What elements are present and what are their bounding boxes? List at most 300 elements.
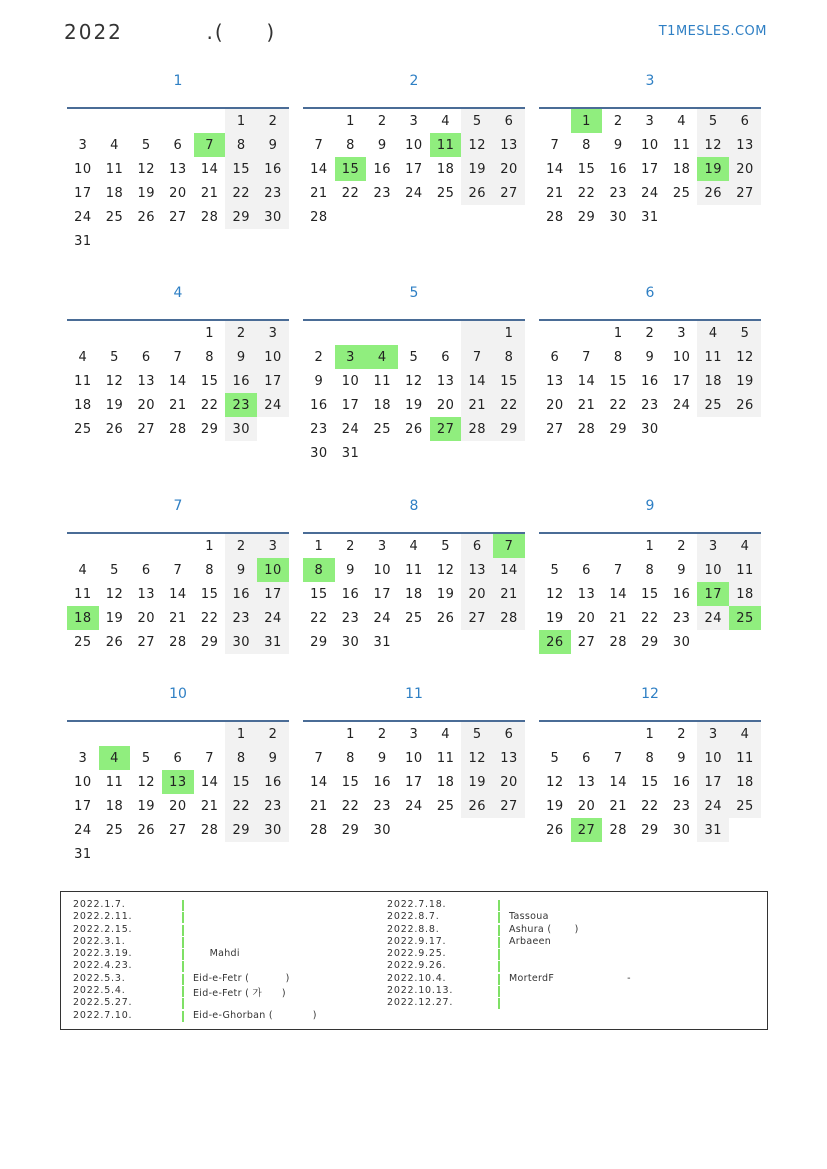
day-cell: 6 — [141, 562, 151, 578]
month-title: 8 — [409, 498, 419, 514]
day-cell: 7 — [613, 562, 623, 578]
day-cell: 15 — [493, 369, 525, 393]
holiday-marker-bar — [498, 986, 500, 997]
day-cell: 21 — [609, 610, 627, 626]
day-cell-empty — [194, 229, 226, 253]
day-cell-holiday: 17 — [697, 582, 729, 606]
day-cell: 19 — [137, 185, 155, 201]
day-cell-empty — [194, 722, 226, 746]
month-title: 5 — [409, 285, 419, 301]
day-cell: 2 — [645, 325, 655, 341]
day-cell-empty — [729, 205, 761, 229]
day-cell: 11 — [729, 746, 761, 770]
day-cell-empty — [729, 417, 761, 441]
day-cell: 16 — [672, 774, 691, 790]
day-cell-empty — [729, 818, 761, 842]
day-cell: 18 — [729, 770, 761, 794]
holiday-name: Arbaeen — [509, 935, 552, 947]
day-cell: 1 — [346, 726, 355, 742]
day-cell: 12 — [105, 373, 124, 389]
day-cell: 24 — [405, 798, 423, 814]
day-cell: 15 — [200, 586, 219, 602]
day-cell: 16 — [310, 397, 328, 413]
day-cell: 27 — [546, 421, 564, 437]
day-cell: 10 — [74, 774, 92, 790]
day-cell-empty — [225, 842, 257, 866]
day-cell-empty — [697, 417, 729, 441]
holiday-marker-bar — [182, 912, 184, 923]
day-cell: 21 — [461, 393, 493, 417]
day-cell: 4 — [110, 137, 119, 153]
day-cell-empty — [430, 630, 462, 654]
day-cell: 3 — [645, 113, 655, 129]
day-cell-holiday: 4 — [366, 345, 398, 369]
day-cell: 22 — [341, 798, 360, 814]
day-cell: 9 — [677, 750, 686, 766]
day-cell-empty — [539, 722, 571, 746]
day-cell: 28 — [310, 822, 328, 838]
day-cell: 8 — [493, 345, 525, 369]
holiday-marker-bar — [182, 974, 184, 985]
day-cell-holiday: 27 — [571, 818, 603, 842]
day-cell: 14 — [310, 161, 328, 177]
day-cell: 18 — [105, 185, 124, 201]
month-days-grid — [539, 109, 761, 229]
day-cell: 22 — [200, 610, 219, 626]
day-cell: 9 — [225, 558, 257, 582]
holiday-date: 2022.8.7. — [387, 911, 440, 923]
holiday-name: Ashura ( ) — [509, 923, 579, 935]
day-cell-empty — [67, 722, 99, 746]
day-cell: 31 — [697, 818, 729, 842]
day-cell-empty — [493, 205, 525, 229]
day-cell-empty — [257, 842, 289, 866]
day-cell: 20 — [546, 397, 564, 413]
month-title: 12 — [641, 686, 659, 702]
month-title: 11 — [405, 686, 423, 702]
day-cell: 6 — [441, 349, 450, 365]
day-cell: 13 — [169, 161, 187, 177]
day-cell: 7 — [314, 137, 324, 153]
day-cell: 23 — [609, 185, 627, 201]
holiday-date: 2022.10.13. — [387, 985, 454, 997]
month-days-grid — [539, 722, 761, 842]
day-cell-holiday: 4 — [99, 746, 131, 770]
day-cell: 29 — [641, 634, 659, 650]
day-cell: 3 — [257, 534, 289, 558]
day-cell: 27 — [461, 606, 493, 630]
day-cell: 21 — [546, 185, 564, 201]
day-cell: 19 — [461, 770, 493, 794]
day-cell: 10 — [641, 137, 659, 153]
day-cell-empty — [539, 109, 571, 133]
day-cell: 28 — [577, 421, 596, 437]
day-cell: 26 — [105, 421, 124, 437]
holiday-date: 2022.5.4. — [73, 985, 126, 997]
day-cell: 20 — [493, 770, 525, 794]
holiday-marker-bar — [498, 961, 500, 972]
day-cell: 15 — [225, 157, 257, 181]
day-cell-empty — [67, 534, 99, 558]
day-cell: 4 — [78, 349, 88, 365]
day-cell: 21 — [169, 397, 187, 413]
holiday-date: 2022.3.19. — [73, 948, 133, 960]
day-cell: 16 — [257, 770, 289, 794]
day-cell: 21 — [310, 185, 328, 201]
day-cell-empty — [398, 630, 430, 654]
holiday-date: 2022.7.18. — [387, 899, 447, 910]
day-cell: 25 — [436, 798, 455, 814]
holiday-notes-box — [60, 891, 768, 1030]
day-cell-empty — [162, 109, 194, 133]
day-cell-holiday: 11 — [430, 133, 462, 157]
day-cell: 9 — [257, 746, 289, 770]
day-cell: 13 — [461, 558, 493, 582]
day-cell: 1 — [205, 538, 214, 554]
day-cell: 4 — [697, 321, 729, 345]
day-cell: 15 — [577, 161, 596, 177]
holiday-date: 2022.5.3. — [73, 972, 126, 984]
day-cell: 20 — [169, 798, 187, 814]
day-cell: 17 — [405, 774, 423, 790]
day-cell: 11 — [729, 558, 761, 582]
day-cell: 15 — [641, 586, 659, 602]
day-cell: 16 — [609, 161, 627, 177]
day-cell: 14 — [169, 586, 187, 602]
day-cell: 8 — [645, 562, 655, 578]
day-cell: 29 — [341, 822, 360, 838]
day-cell-empty — [225, 229, 257, 253]
day-cell-holiday: 19 — [697, 157, 729, 181]
day-cell: 4 — [729, 722, 761, 746]
day-cell: 16 — [373, 774, 391, 790]
day-cell-holiday: 3 — [335, 345, 367, 369]
day-cell: 15 — [200, 373, 219, 389]
day-cell-empty — [303, 722, 335, 746]
month-days-grid — [303, 109, 525, 229]
day-cell-empty — [571, 722, 603, 746]
month-days-grid — [67, 722, 289, 866]
day-cell: 1 — [205, 325, 214, 341]
month-title: 3 — [645, 73, 655, 89]
day-cell-empty — [697, 205, 729, 229]
day-cell: 14 — [200, 774, 219, 790]
day-cell: 12 — [546, 774, 564, 790]
day-cell: 19 — [105, 397, 124, 413]
day-cell: 3 — [697, 722, 729, 746]
month-days-grid — [303, 321, 525, 465]
day-cell: 14 — [310, 774, 328, 790]
day-cell: 7 — [314, 750, 324, 766]
day-cell-empty — [303, 109, 335, 133]
day-cell-empty — [257, 417, 289, 441]
day-cell: 22 — [641, 798, 659, 814]
day-cell-empty — [398, 205, 430, 229]
day-cell: 7 — [582, 349, 591, 365]
holiday-date: 2022.9.17. — [387, 935, 447, 947]
day-cell: 31 — [341, 445, 360, 461]
day-cell: 25 — [697, 393, 729, 417]
holiday-date: 2022.2.15. — [73, 923, 133, 935]
holiday-date: 2022.7.10. — [73, 1009, 133, 1021]
day-cell: 27 — [137, 634, 155, 650]
holiday-marker-bar — [498, 949, 500, 960]
day-cell: 1 — [225, 722, 257, 746]
holiday-date: 2022.9.26. — [387, 960, 447, 972]
day-cell: 11 — [105, 774, 124, 790]
day-cell: 26 — [105, 634, 124, 650]
day-cell: 16 — [641, 373, 659, 389]
day-cell: 19 — [137, 798, 155, 814]
day-cell: 5 — [729, 321, 761, 345]
day-cell: 16 — [257, 157, 289, 181]
day-cell: 6 — [173, 137, 183, 153]
day-cell: 23 — [373, 798, 391, 814]
day-cell: 30 — [609, 209, 627, 225]
day-cell-empty — [99, 229, 131, 253]
day-cell: 2 — [225, 534, 257, 558]
month-days-grid — [303, 722, 525, 842]
day-cell: 30 — [225, 417, 257, 441]
day-cell-empty — [162, 722, 194, 746]
day-cell: 23 — [257, 794, 289, 818]
day-cell: 26 — [405, 421, 423, 437]
day-cell: 21 — [577, 397, 596, 413]
day-cell-empty — [162, 229, 194, 253]
month-days-grid — [67, 321, 289, 441]
day-cell: 10 — [672, 349, 691, 365]
day-cell: 13 — [729, 133, 761, 157]
day-cell-empty — [162, 842, 194, 866]
day-cell: 30 — [257, 205, 289, 229]
day-cell-empty — [130, 722, 162, 746]
day-cell: 13 — [577, 586, 596, 602]
day-cell: 6 — [493, 109, 525, 133]
day-cell: 25 — [729, 794, 761, 818]
day-cell: 10 — [697, 746, 729, 770]
day-cell: 28 — [461, 417, 493, 441]
day-cell: 23 — [672, 610, 691, 626]
day-cell: 9 — [225, 345, 257, 369]
day-cell: 27 — [577, 634, 596, 650]
day-cell: 24 — [257, 606, 289, 630]
day-cell: 7 — [461, 345, 493, 369]
day-cell-empty — [335, 205, 367, 229]
day-cell: 24 — [341, 421, 360, 437]
day-cell: 26 — [137, 209, 155, 225]
day-cell-empty — [571, 534, 603, 558]
day-cell-empty — [194, 109, 226, 133]
day-cell: 24 — [373, 610, 391, 626]
day-cell: 17 — [74, 798, 92, 814]
day-cell: 23 — [373, 185, 391, 201]
day-cell: 1 — [613, 325, 623, 341]
day-cell-empty — [666, 205, 698, 229]
day-cell-empty — [257, 229, 289, 253]
day-cell: 1 — [645, 538, 655, 554]
day-cell: 22 — [341, 185, 360, 201]
day-cell: 30 — [310, 445, 328, 461]
day-cell: 17 — [74, 185, 92, 201]
day-cell: 6 — [582, 750, 591, 766]
day-cell: 13 — [493, 746, 525, 770]
day-cell: 5 — [110, 562, 119, 578]
day-cell-empty — [366, 205, 398, 229]
day-cell: 31 — [74, 233, 92, 249]
month-title: 4 — [173, 285, 183, 301]
day-cell-empty — [398, 818, 430, 842]
day-cell-empty — [99, 109, 131, 133]
day-cell: 2 — [257, 109, 289, 133]
month-title: 7 — [173, 498, 183, 514]
day-cell: 18 — [105, 798, 124, 814]
day-cell-empty — [99, 722, 131, 746]
day-cell-holiday: 7 — [194, 133, 226, 157]
day-cell: 24 — [74, 209, 92, 225]
day-cell: 26 — [137, 822, 155, 838]
day-cell: 1 — [645, 726, 655, 742]
day-cell: 18 — [436, 774, 455, 790]
holiday-marker-bar — [182, 925, 184, 936]
day-cell: 10 — [405, 137, 423, 153]
day-cell: 22 — [609, 397, 627, 413]
day-cell: 29 — [310, 634, 328, 650]
day-cell: 3 — [677, 325, 686, 341]
day-cell-empty — [67, 109, 99, 133]
day-cell: 11 — [74, 373, 92, 389]
day-cell: 4 — [677, 113, 686, 129]
day-cell: 6 — [141, 349, 151, 365]
day-cell-empty — [430, 321, 462, 345]
day-cell: 29 — [577, 209, 596, 225]
day-cell: 17 — [341, 397, 360, 413]
day-cell: 31 — [641, 209, 659, 225]
day-cell: 18 — [697, 369, 729, 393]
day-cell: 4 — [441, 726, 450, 742]
day-cell: 26 — [461, 794, 493, 818]
day-cell: 26 — [436, 610, 455, 626]
day-cell: 15 — [225, 770, 257, 794]
day-cell: 3 — [409, 726, 419, 742]
day-cell: 22 — [310, 610, 328, 626]
day-cell: 4 — [729, 534, 761, 558]
site-logo[interactable]: T1MESLES.COM — [658, 24, 767, 39]
day-cell: 6 — [493, 722, 525, 746]
day-cell: 29 — [225, 818, 257, 842]
day-cell: 16 — [672, 586, 691, 602]
day-cell: 30 — [672, 634, 691, 650]
day-cell: 19 — [405, 397, 423, 413]
day-cell: 25 — [105, 209, 124, 225]
day-cell: 24 — [672, 397, 691, 413]
day-cell-empty — [539, 321, 571, 345]
day-cell: 6 — [729, 109, 761, 133]
day-cell: 13 — [137, 373, 155, 389]
day-cell: 28 — [200, 822, 219, 838]
day-cell: 31 — [373, 634, 391, 650]
day-cell: 24 — [697, 606, 729, 630]
day-cell: 3 — [78, 750, 88, 766]
day-cell-empty — [130, 842, 162, 866]
day-cell: 7 — [550, 137, 560, 153]
day-cell: 8 — [346, 137, 355, 153]
day-cell-holiday: 26 — [539, 630, 571, 654]
day-cell: 29 — [641, 822, 659, 838]
day-cell-empty — [130, 534, 162, 558]
day-cell: 4 — [441, 113, 450, 129]
day-cell: 7 — [173, 349, 183, 365]
day-cell: 16 — [225, 582, 257, 606]
day-cell-empty — [697, 630, 729, 654]
day-cell: 27 — [169, 822, 187, 838]
holiday-name: Mahdi — [193, 948, 240, 960]
day-cell: 2 — [377, 726, 387, 742]
day-cell: 13 — [137, 586, 155, 602]
day-cell: 29 — [200, 634, 219, 650]
day-cell-empty — [539, 534, 571, 558]
month-days-grid — [539, 321, 761, 441]
month-title: 2 — [409, 73, 419, 89]
day-cell: 6 — [173, 750, 183, 766]
holiday-name: Eid-e-Ghorban ( ) — [193, 1009, 317, 1021]
day-cell: 18 — [672, 161, 691, 177]
day-cell: 8 — [645, 750, 655, 766]
day-cell: 22 — [641, 610, 659, 626]
day-cell: 21 — [200, 185, 219, 201]
day-cell-empty — [99, 321, 131, 345]
day-cell: 4 — [409, 538, 419, 554]
holiday-marker-bar — [498, 900, 500, 911]
day-cell: 16 — [341, 586, 360, 602]
day-cell: 14 — [609, 586, 627, 602]
day-cell: 10 — [74, 161, 92, 177]
day-cell: 11 — [405, 562, 423, 578]
day-cell: 23 — [310, 421, 328, 437]
day-cell: 27 — [493, 794, 525, 818]
day-cell: 9 — [613, 137, 623, 153]
day-cell: 26 — [729, 393, 761, 417]
holiday-date: 2022.8.8. — [387, 923, 440, 935]
day-cell-empty — [398, 441, 430, 465]
holiday-marker-bar — [498, 998, 500, 1009]
day-cell: 28 — [310, 209, 328, 225]
day-cell: 20 — [137, 397, 155, 413]
day-cell: 14 — [609, 774, 627, 790]
day-cell: 13 — [577, 774, 596, 790]
holiday-date: 2022.2.11. — [73, 911, 133, 923]
holiday-date: 2022.4.23. — [73, 960, 133, 972]
day-cell-empty — [430, 818, 462, 842]
day-cell: 22 — [225, 181, 257, 205]
day-cell: 1 — [225, 109, 257, 133]
day-cell: 29 — [200, 421, 219, 437]
day-cell: 18 — [436, 161, 455, 177]
day-cell-empty — [366, 321, 398, 345]
day-cell-empty — [430, 205, 462, 229]
day-cell: 9 — [377, 137, 387, 153]
day-cell: 21 — [609, 798, 627, 814]
holiday-date: 2022.10.4. — [387, 972, 447, 984]
day-cell: 3 — [409, 113, 419, 129]
day-cell-empty — [729, 630, 761, 654]
day-cell: 28 — [169, 421, 187, 437]
day-cell-empty — [493, 630, 525, 654]
holiday-marker-bar — [182, 949, 184, 960]
day-cell: 7 — [205, 750, 214, 766]
month-days-grid — [67, 109, 289, 253]
day-cell: 11 — [436, 750, 455, 766]
day-cell: 27 — [729, 181, 761, 205]
